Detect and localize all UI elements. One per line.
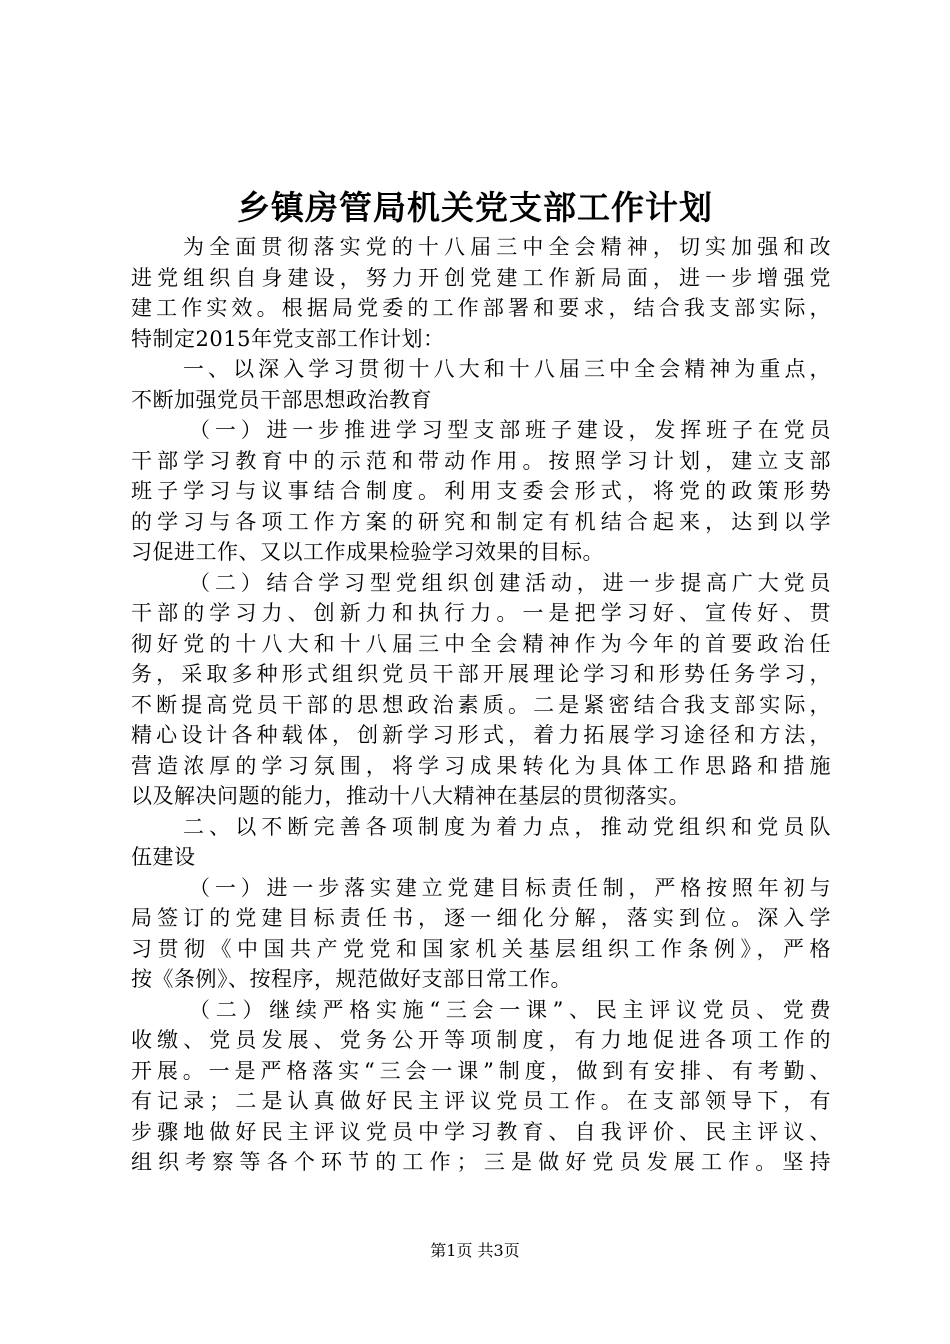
body-text-line: 习贯彻《中国共产党党和国家机关基层组织工作条例》，严格 [131, 936, 831, 961]
body-text-line: 务，采取多种形式组织党员干部开展理论学习和形势任务学习， [131, 662, 831, 686]
body-text-line: 不断提高党员干部的思想政治素质。二是紧密结合我支部实际， [131, 692, 831, 717]
body-text-line: 局签订的党建目标责任书，逐一细化分解，落实到位。深入学 [131, 906, 831, 930]
body-text-line: 伍建设 [131, 845, 196, 869]
body-text-line: 的学习与各项工作方案的研究和制定有机结合起来，达到以学 [131, 509, 831, 534]
body-text-line: 进党组织自身建设，努力开创党建工作新局面，进一步增强党 [131, 265, 831, 290]
body-text-line: 不断加强党员干部思想政治教育 [131, 387, 432, 412]
body-text-line: 二、以不断完善各项制度为着力点，推动党组织和党员队 [183, 814, 831, 839]
body-text-line: 一、以深入学习贯彻十八大和十八届三中全会精神为重点， [183, 357, 831, 381]
body-text-line: 步骤地做好民主评议党员中学习教育、自我评价、民主评议、 [131, 1119, 831, 1144]
body-text-line: 建工作实效。根据局党委的工作部署和要求，结合我支部实际， [131, 296, 831, 320]
body-text-line: 班子学习与议事结合制度。利用支委会形式，将党的政策形势 [131, 479, 831, 503]
body-text-line: 精心设计各种载体，创新学习形式，着力拓展学习途径和方法， [131, 723, 831, 747]
body-text-line: （一）进一步落实建立党建目标责任制，严格按照年初与 [189, 875, 831, 900]
body-text-line: 开展。一是严格落实“三会一课”制度，做到有安排、有考勤、 [131, 1058, 831, 1083]
document-body [131, 232, 831, 1178]
body-text-line: 以及解决问题的能力，推动十八大精神在基层的贯彻落实。 [131, 784, 690, 808]
body-text-line: 为全面贯彻落实党的十八届三中全会精神，切实加强和改 [183, 235, 831, 259]
body-text-line: 彻好党的十八大和十八届三中全会精神作为今年的首要政治任 [131, 631, 831, 656]
body-text-line: 组织考察等各个环节的工作；三是做好党员发展工作。坚持 [131, 1150, 831, 1174]
body-text-line: （一）进一步推进学习型支部班子建设，发挥班子在党员 [189, 418, 831, 442]
body-text-line: 干部学习教育中的示范和带动作用。按照学习计划，建立支部 [131, 448, 831, 473]
body-text-line: 干部的学习力、创新力和执行力。一是把学习好、宣传好、贯 [131, 601, 831, 625]
body-text-line: （二）继续严格实施“三会一课”、民主评议党员、党费 [189, 997, 831, 1022]
body-text-line: 按《条例》、按程序，规范做好支部日常工作。 [131, 967, 572, 991]
page-footer: 第1页 共3页 [430, 1241, 520, 1260]
body-text-line: 有记录；二是认真做好民主评议党员工作。在支部领导下，有 [131, 1089, 831, 1113]
body-text-line: 营造浓厚的学习氛围，将学习成果转化为具体工作思路和措施 [131, 753, 831, 778]
body-text-line: 特制定2015年党支部工作计划： [131, 326, 445, 351]
document-title: 乡镇房管局机关党支部工作计划 [237, 188, 713, 227]
body-text-line: 习促进工作、又以工作成果检验学习效果的目标。 [131, 540, 604, 564]
body-text-line: 收缴、党员发展、党务公开等项制度，有力地促进各项工作的 [131, 1028, 831, 1052]
body-text-line: （二）结合学习型党组织创建活动，进一步提高广大党员 [189, 570, 831, 595]
